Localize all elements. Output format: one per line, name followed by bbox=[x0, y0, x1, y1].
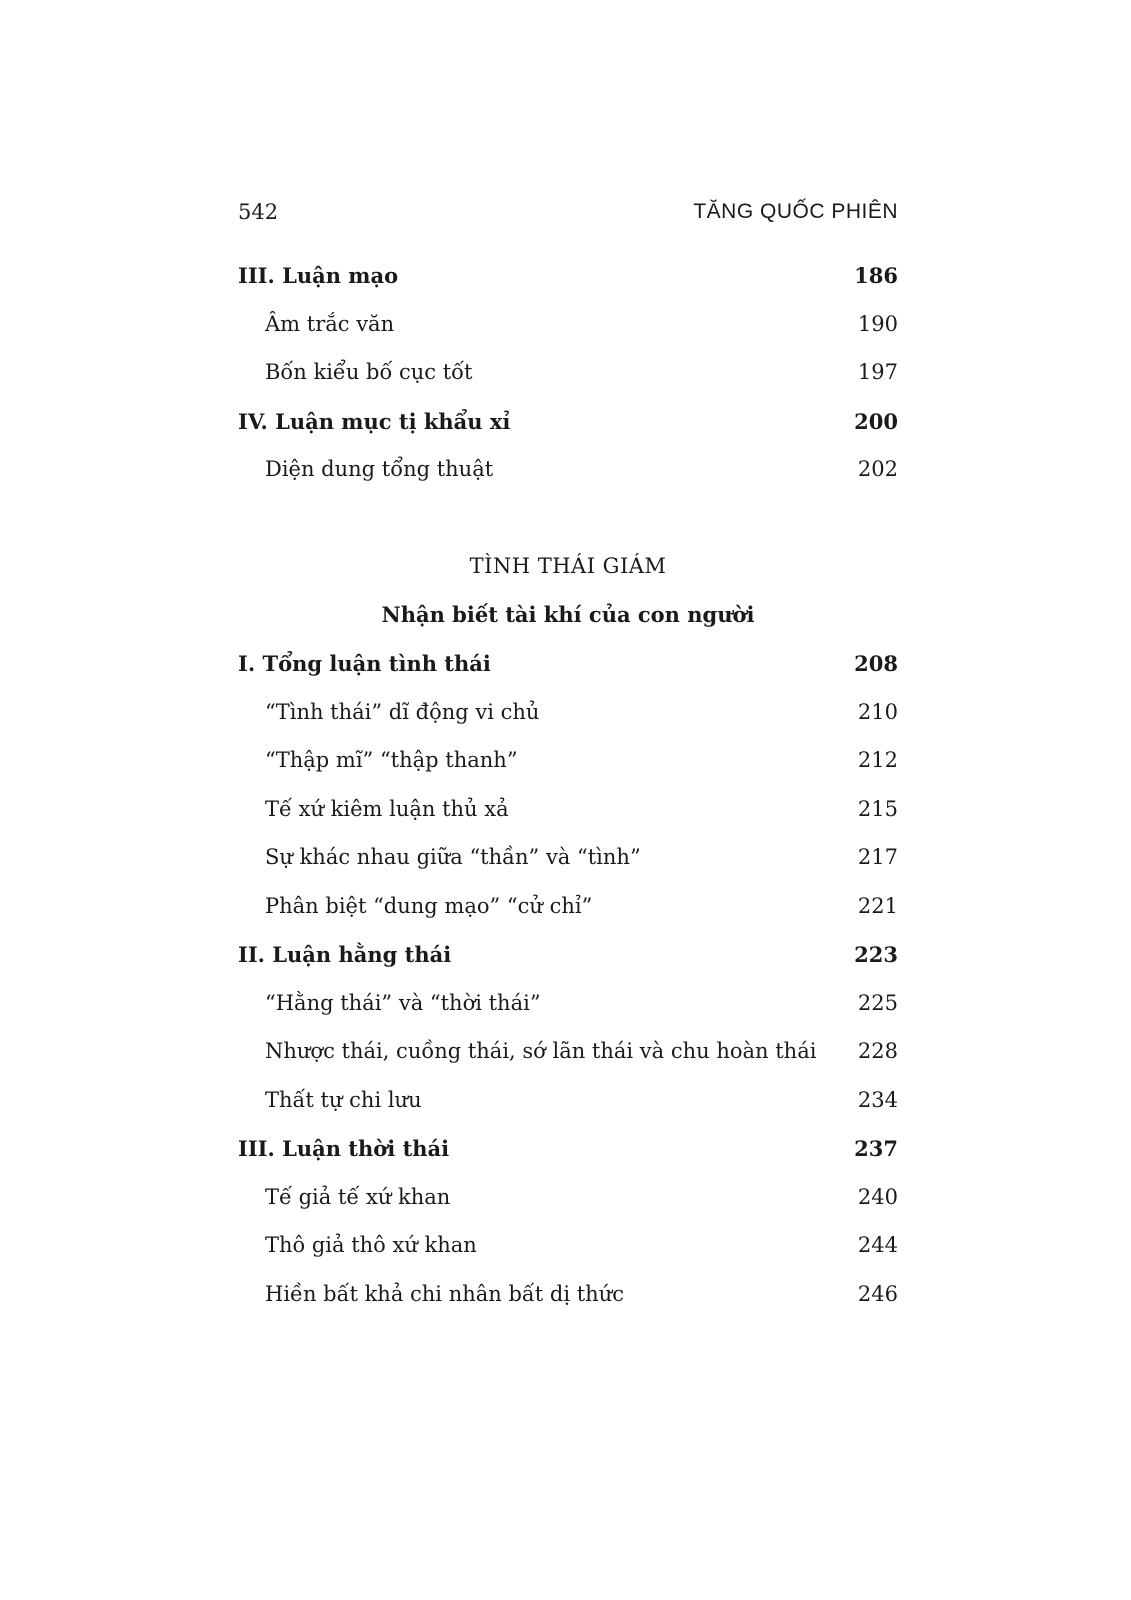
page-header bbox=[238, 200, 898, 232]
page-number: 542 bbox=[238, 200, 279, 224]
toc-entry bbox=[238, 409, 898, 439]
section-heading: TÌNH THÁI GIÁM bbox=[469, 554, 667, 578]
toc-entry-title: Thất tự chi lưu bbox=[265, 1087, 422, 1112]
toc-entry-page: 234 bbox=[857, 1087, 898, 1112]
toc-entry-title: Hiền bất khả chi nhân bất dị thức bbox=[265, 1281, 624, 1306]
toc-entry-page: 237 bbox=[854, 1136, 898, 1161]
toc-entry bbox=[238, 263, 898, 293]
toc-entry-title: “Thập mĩ” “thập thanh” bbox=[265, 748, 518, 772]
toc-entry-page: 228 bbox=[857, 1039, 898, 1063]
toc-entry-title: Bốn kiểu bố cục tốt bbox=[265, 360, 473, 384]
toc-entry bbox=[238, 748, 898, 778]
toc-entry-page: 244 bbox=[857, 1233, 898, 1257]
toc-entry bbox=[238, 1233, 898, 1263]
running-title: TĂNG QUỐC PHIÊN bbox=[693, 200, 898, 223]
toc-entry bbox=[238, 1185, 898, 1215]
toc-entry bbox=[238, 651, 898, 681]
toc-entry bbox=[238, 360, 898, 390]
toc-entry-title: Tế giả tế xứ khan bbox=[265, 1184, 451, 1209]
toc-entry bbox=[238, 457, 898, 487]
toc-entry bbox=[238, 1136, 898, 1166]
toc-entry bbox=[238, 845, 898, 875]
toc-entry-title: Diện dung tổng thuật bbox=[265, 457, 494, 481]
toc-entry-page: 223 bbox=[854, 942, 898, 967]
toc-entry-page: 212 bbox=[857, 748, 898, 772]
toc-entry-page: 215 bbox=[857, 796, 898, 821]
toc-entry-page: 190 bbox=[857, 311, 898, 336]
toc-entry-page: 225 bbox=[857, 990, 898, 1015]
toc-entry bbox=[238, 1039, 898, 1069]
toc-entry bbox=[238, 312, 898, 342]
toc-entry-page: 208 bbox=[854, 651, 898, 676]
toc-entry-title: Âm trắc văn bbox=[265, 311, 395, 336]
toc-entry-page: 240 bbox=[857, 1184, 898, 1209]
toc-entry-page: 202 bbox=[857, 457, 898, 481]
toc-entry-title: Tế xứ kiêm luận thủ xả bbox=[265, 796, 509, 821]
toc-entry bbox=[238, 942, 898, 972]
toc-entry bbox=[238, 700, 898, 730]
toc-entry-title: “Hằng thái” và “thời thái” bbox=[265, 990, 541, 1015]
toc-entry-page: 210 bbox=[857, 699, 898, 724]
toc-entry bbox=[238, 797, 898, 827]
toc-entry-title: Sự khác nhau giữa “thần” và “tình” bbox=[265, 845, 641, 869]
toc-entry bbox=[238, 894, 898, 924]
toc-entry bbox=[238, 991, 898, 1021]
toc-entry-title: Phân biệt “dung mạo” “cử chỉ” bbox=[265, 893, 593, 918]
toc-entry-title: II. Luận hằng thái bbox=[238, 942, 452, 967]
toc-entry-page: 200 bbox=[854, 408, 898, 434]
toc-entry-title: III. Luận mạo bbox=[238, 263, 399, 288]
toc-entry-page: 246 bbox=[857, 1281, 898, 1306]
section-subheading: Nhận biết tài khí của con người bbox=[381, 602, 755, 627]
toc-entry-page: 217 bbox=[857, 845, 898, 869]
toc-entry-title: IV. Luận mục tị khẩu xỉ bbox=[238, 408, 511, 434]
toc-entry bbox=[238, 1282, 898, 1312]
toc-entry bbox=[238, 1088, 898, 1118]
toc-entry-title: “Tình thái” dĩ động vi chủ bbox=[265, 699, 540, 724]
toc-entry-page: 186 bbox=[854, 263, 898, 288]
toc-entry-title: I. Tổng luận tình thái bbox=[238, 651, 491, 676]
toc-entry-title: Thô giả thô xứ khan bbox=[265, 1233, 477, 1257]
toc-entry-title: Nhược thái, cuồng thái, sớ lãn thái và chu hoàn thái bbox=[265, 1039, 817, 1063]
toc-entry-page: 197 bbox=[857, 360, 898, 384]
toc-entry-title: III. Luận thời thái bbox=[238, 1136, 450, 1161]
toc-entry-page: 221 bbox=[857, 893, 898, 918]
